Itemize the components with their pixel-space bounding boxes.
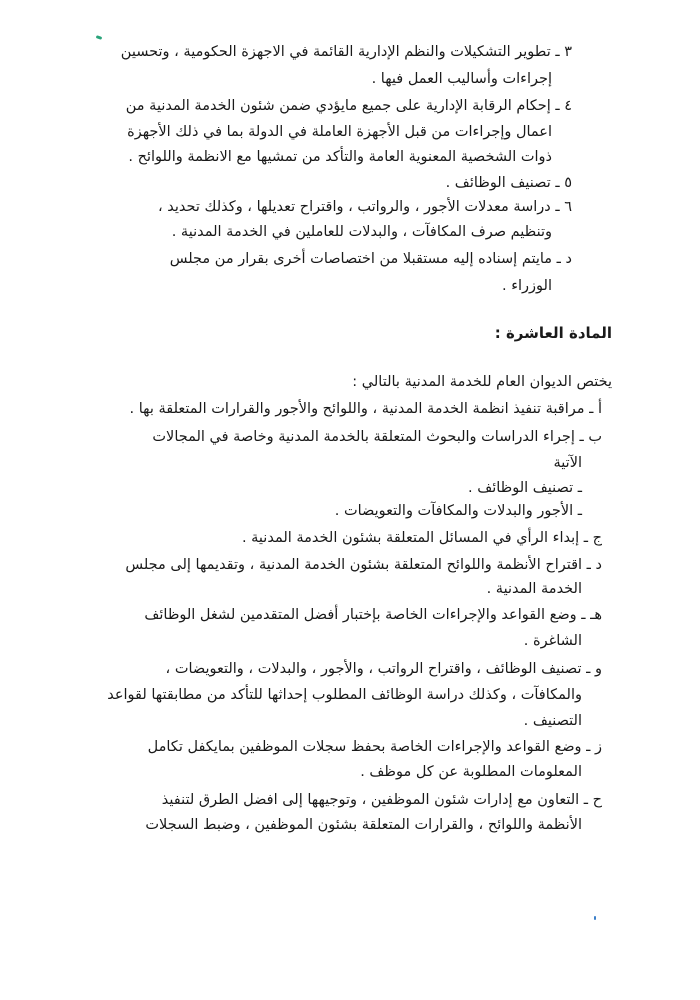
text-line: د ـ اقتراح الأنظمة واللوائح المتعلقة بشئون الخدمة المدنية ، وتقديمها إلى مجلس (125, 557, 602, 573)
list-item (0, 555, 700, 597)
text-line: ـ الأجور والبدلات والمكافآت والتعويضات . (334, 503, 582, 519)
list-item (0, 96, 700, 165)
list-item (0, 528, 700, 546)
list-item (0, 197, 700, 240)
text-line: ٤ ـ إحكام الرقابة الإدارية على جميع مايؤدي ضمن شئون الخدمة المدنية من (125, 98, 572, 114)
text-line: الخدمة المدنية . (486, 581, 582, 597)
text-line: ب ـ إجراء الدراسات والبحوث المتعلقة بالخدمة المدنية وخاصة في المجالات (152, 429, 602, 445)
margin-mark (96, 35, 103, 40)
text-line: الشاغرة . (523, 633, 582, 649)
text-line: أ ـ مراقبة تنفيذ انظمة الخدمة المدنية ، واللوائح والأجور والقرارات المتعلقة بها . (129, 401, 602, 417)
text-line: والمكافآت ، وكذلك دراسة الوظائف المطلوب إحداثها للتأكد من مطابقتها لقواعد (107, 687, 582, 703)
text-line: الأنظمة واللوائح ، والقرارات المتعلقة بشئون الموظفين ، وضبط السجلات (145, 817, 582, 833)
list-item (0, 427, 700, 471)
text-line: هـ ـ وضع القواعد والإجراءات الخاصة بإختبار أفضل المتقدمين لشغل الوظائف (144, 607, 602, 623)
text-line: ٥ ـ تصنيف الوظائف . (445, 175, 572, 191)
text-line: ـ تصنيف الوظائف . (468, 480, 582, 496)
list-item (0, 399, 700, 417)
text-line: و ـ تصنيف الوظائف ، واقتراح الرواتب ، والأجور ، والبدلات ، والتعويضات ، (165, 661, 602, 677)
text-line: ح ـ التعاون مع إدارات شئون الموظفين ، وتوجيهها إلى افضل الطرق لتنفيذ (161, 792, 602, 808)
list-item (0, 42, 700, 87)
text-line: اعمال وإجراءات من قبل الأجهزة العاملة في الدولة بما في ذلك الأجهزة (127, 124, 552, 140)
list-item (0, 478, 700, 496)
text-line: المعلومات المطلوبة عن كل موظف . (360, 764, 582, 780)
text-line: التصنيف . (523, 713, 582, 729)
article-heading: المادة العاشرة : (494, 324, 612, 342)
text-line: د ـ مايتم إسناده إليه مستقبلا من اختصاصات أخرى بقرار من مجلس (169, 251, 572, 267)
intro-text: يختص الديوان العام للخدمة المدنية بالتالي : (352, 374, 612, 390)
list-item (0, 737, 700, 780)
list-item (0, 173, 700, 191)
list-item (0, 501, 700, 519)
text-line: إجراءات وأساليب العمل فيها . (371, 71, 552, 87)
list-item (0, 659, 700, 729)
text-line: ٣ ـ تطوير التشكيلات والنظم الإدارية القائمة في الاجهزة الحكومية ، وتحسين (120, 44, 572, 60)
text-line: ذوات الشخصية المعنوية العامة والتأكد من تمشيها مع الانظمة واللوائح . (128, 149, 552, 165)
text-line: ٦ ـ دراسة معدلات الأجور ، والرواتب ، واقتراح تعديلها ، وكذلك تحديد ، (157, 199, 572, 215)
text-line: ز ـ وضع القواعد والإجراءات الخاصة بحفظ سجلات الموظفين بمايكفل تكامل (147, 739, 602, 755)
list-item (0, 249, 700, 294)
list-item (0, 790, 700, 833)
text-line: وتنظيم صرف المكافآت ، والبدلات للعاملين في الخدمة المدنية . (171, 224, 552, 240)
text-line: الآتية (553, 455, 582, 471)
list-item (0, 605, 700, 649)
text-line: الوزراء . (501, 278, 552, 294)
margin-dot (594, 916, 596, 920)
text-line: ج ـ إبداء الرأي في المسائل المتعلقة بشئون الخدمة المدنية . (241, 530, 602, 546)
